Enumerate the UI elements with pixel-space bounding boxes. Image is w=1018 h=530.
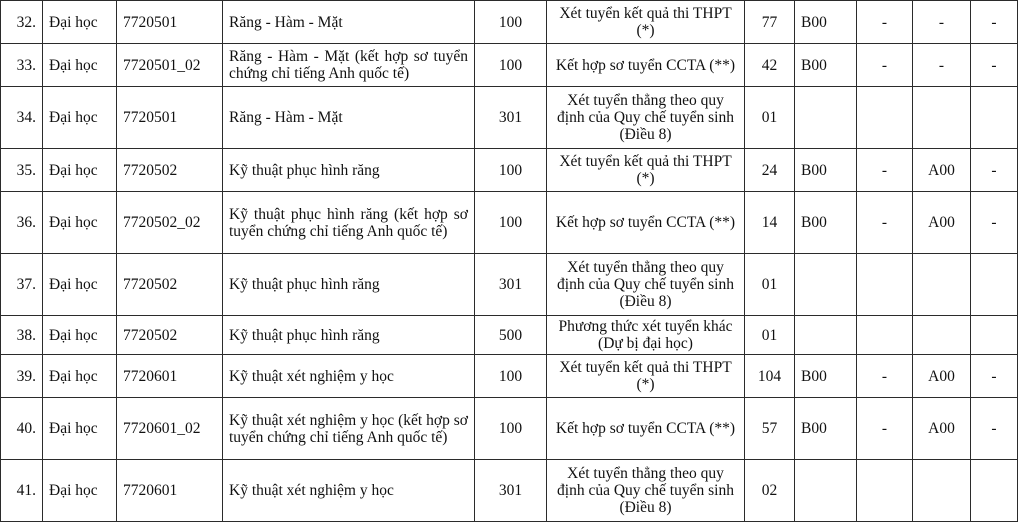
- subject-combination-3: [913, 316, 971, 355]
- subject-combination-2: -: [857, 149, 913, 192]
- table-row: [1, 192, 1018, 254]
- major-name: Kỹ thuật phục hình răng: [223, 316, 475, 355]
- method-code: 100: [475, 149, 547, 192]
- major-code: 7720502_02: [117, 192, 223, 254]
- table-row: [1, 355, 1018, 398]
- row-number: 37.: [1, 254, 43, 316]
- quota: 57: [745, 398, 795, 460]
- education-level: Đại học: [43, 1, 117, 44]
- major-name: Răng - Hàm - Mặt: [223, 1, 475, 44]
- quota: 01: [745, 254, 795, 316]
- education-level: Đại học: [43, 44, 117, 87]
- method-code: 301: [475, 460, 547, 522]
- method-code: 100: [475, 1, 547, 44]
- subject-combination-2: -: [857, 398, 913, 460]
- quota: 77: [745, 1, 795, 44]
- subject-combination-1: [795, 254, 857, 316]
- method-code: 100: [475, 44, 547, 87]
- subject-combination-4: -: [971, 149, 1018, 192]
- subject-combination-3: -: [913, 44, 971, 87]
- subject-combination-2: [857, 316, 913, 355]
- method-code: 100: [475, 192, 547, 254]
- quota: 02: [745, 460, 795, 522]
- subject-combination-2: -: [857, 192, 913, 254]
- quota: 01: [745, 87, 795, 149]
- education-level: Đại học: [43, 316, 117, 355]
- major-name: Kỹ thuật phục hình răng (kết hợp sơ tuyển chứng chỉ tiếng Anh quốc tế): [223, 192, 475, 254]
- subject-combination-4: -: [971, 44, 1018, 87]
- major-code: 7720501_02: [117, 44, 223, 87]
- subject-combination-1: B00: [795, 398, 857, 460]
- row-number: 40.: [1, 398, 43, 460]
- method-name: Xét tuyển thẳng theo quy định của Quy chế tuyển sinh (Điều 8): [547, 460, 745, 522]
- major-code: 7720502: [117, 254, 223, 316]
- row-number: 41.: [1, 460, 43, 522]
- subject-combination-2: [857, 460, 913, 522]
- method-name: Kết hợp sơ tuyển CCTA (**): [547, 398, 745, 460]
- quota: 01: [745, 316, 795, 355]
- major-code: 7720601: [117, 460, 223, 522]
- subject-combination-4: -: [971, 355, 1018, 398]
- subject-combination-1: B00: [795, 149, 857, 192]
- method-name: Kết hợp sơ tuyển CCTA (**): [547, 192, 745, 254]
- table-row: [1, 87, 1018, 149]
- subject-combination-1: [795, 87, 857, 149]
- quota: 24: [745, 149, 795, 192]
- method-name: Xét tuyển thẳng theo quy định của Quy chế tuyển sinh (Điều 8): [547, 87, 745, 149]
- table-row: [1, 316, 1018, 355]
- subject-combination-1: B00: [795, 192, 857, 254]
- subject-combination-4: -: [971, 398, 1018, 460]
- subject-combination-3: [913, 87, 971, 149]
- method-name: Xét tuyển thẳng theo quy định của Quy chế tuyển sinh (Điều 8): [547, 254, 745, 316]
- row-number: 33.: [1, 44, 43, 87]
- major-code: 7720501: [117, 1, 223, 44]
- major-name: Kỹ thuật xét nghiệm y học (kết hợp sơ tuyển chứng chỉ tiếng Anh quốc tế): [223, 398, 475, 460]
- subject-combination-2: [857, 87, 913, 149]
- table-row: [1, 460, 1018, 522]
- table-row: [1, 44, 1018, 87]
- education-level: Đại học: [43, 254, 117, 316]
- method-name: Xét tuyển kết quả thi THPT (*): [547, 149, 745, 192]
- major-name: Kỹ thuật xét nghiệm y học: [223, 460, 475, 522]
- subject-combination-3: [913, 460, 971, 522]
- quota: 14: [745, 192, 795, 254]
- subject-combination-2: -: [857, 44, 913, 87]
- education-level: Đại học: [43, 355, 117, 398]
- method-code: 100: [475, 398, 547, 460]
- education-level: Đại học: [43, 460, 117, 522]
- row-number: 39.: [1, 355, 43, 398]
- method-name: Kết hợp sơ tuyển CCTA (**): [547, 44, 745, 87]
- major-name: Kỹ thuật xét nghiệm y học: [223, 355, 475, 398]
- subject-combination-2: -: [857, 355, 913, 398]
- table-row: [1, 254, 1018, 316]
- education-level: Đại học: [43, 192, 117, 254]
- major-code: 7720501: [117, 87, 223, 149]
- education-level: Đại học: [43, 149, 117, 192]
- method-code: 500: [475, 316, 547, 355]
- major-name: Kỹ thuật phục hình răng: [223, 254, 475, 316]
- subject-combination-3: -: [913, 1, 971, 44]
- major-name: Kỹ thuật phục hình răng: [223, 149, 475, 192]
- subject-combination-1: B00: [795, 355, 857, 398]
- subject-combination-3: A00: [913, 398, 971, 460]
- subject-combination-3: A00: [913, 355, 971, 398]
- method-code: 301: [475, 87, 547, 149]
- subject-combination-4: [971, 460, 1018, 522]
- subject-combination-3: A00: [913, 149, 971, 192]
- row-number: 32.: [1, 1, 43, 44]
- subject-combination-4: -: [971, 192, 1018, 254]
- table-row: [1, 1, 1018, 44]
- subject-combination-4: [971, 316, 1018, 355]
- subject-combination-1: [795, 316, 857, 355]
- table-row: [1, 149, 1018, 192]
- education-level: Đại học: [43, 398, 117, 460]
- subject-combination-2: -: [857, 1, 913, 44]
- major-name: Răng - Hàm - Mặt (kết hợp sơ tuyển chứng chỉ tiếng Anh quốc tế): [223, 44, 475, 87]
- quota: 104: [745, 355, 795, 398]
- education-level: Đại học: [43, 87, 117, 149]
- row-number: 35.: [1, 149, 43, 192]
- major-code: 7720601: [117, 355, 223, 398]
- major-code: 7720502: [117, 316, 223, 355]
- subject-combination-1: [795, 460, 857, 522]
- major-code: 7720502: [117, 149, 223, 192]
- row-number: 36.: [1, 192, 43, 254]
- method-name: Phương thức xét tuyển khác (Dự bị đại học): [547, 316, 745, 355]
- subject-combination-4: -: [971, 1, 1018, 44]
- subject-combination-3: A00: [913, 192, 971, 254]
- method-code: 301: [475, 254, 547, 316]
- subject-combination-1: B00: [795, 1, 857, 44]
- row-number: 38.: [1, 316, 43, 355]
- major-code: 7720601_02: [117, 398, 223, 460]
- method-name: Xét tuyển kết quả thi THPT (*): [547, 1, 745, 44]
- subject-combination-4: [971, 254, 1018, 316]
- table-row: [1, 398, 1018, 460]
- major-name: Răng - Hàm - Mặt: [223, 87, 475, 149]
- quota: 42: [745, 44, 795, 87]
- subject-combination-3: [913, 254, 971, 316]
- subject-combination-2: [857, 254, 913, 316]
- method-code: 100: [475, 355, 547, 398]
- subject-combination-4: [971, 87, 1018, 149]
- subject-combination-1: B00: [795, 44, 857, 87]
- row-number: 34.: [1, 87, 43, 149]
- method-name: Xét tuyển kết quả thi THPT (*): [547, 355, 745, 398]
